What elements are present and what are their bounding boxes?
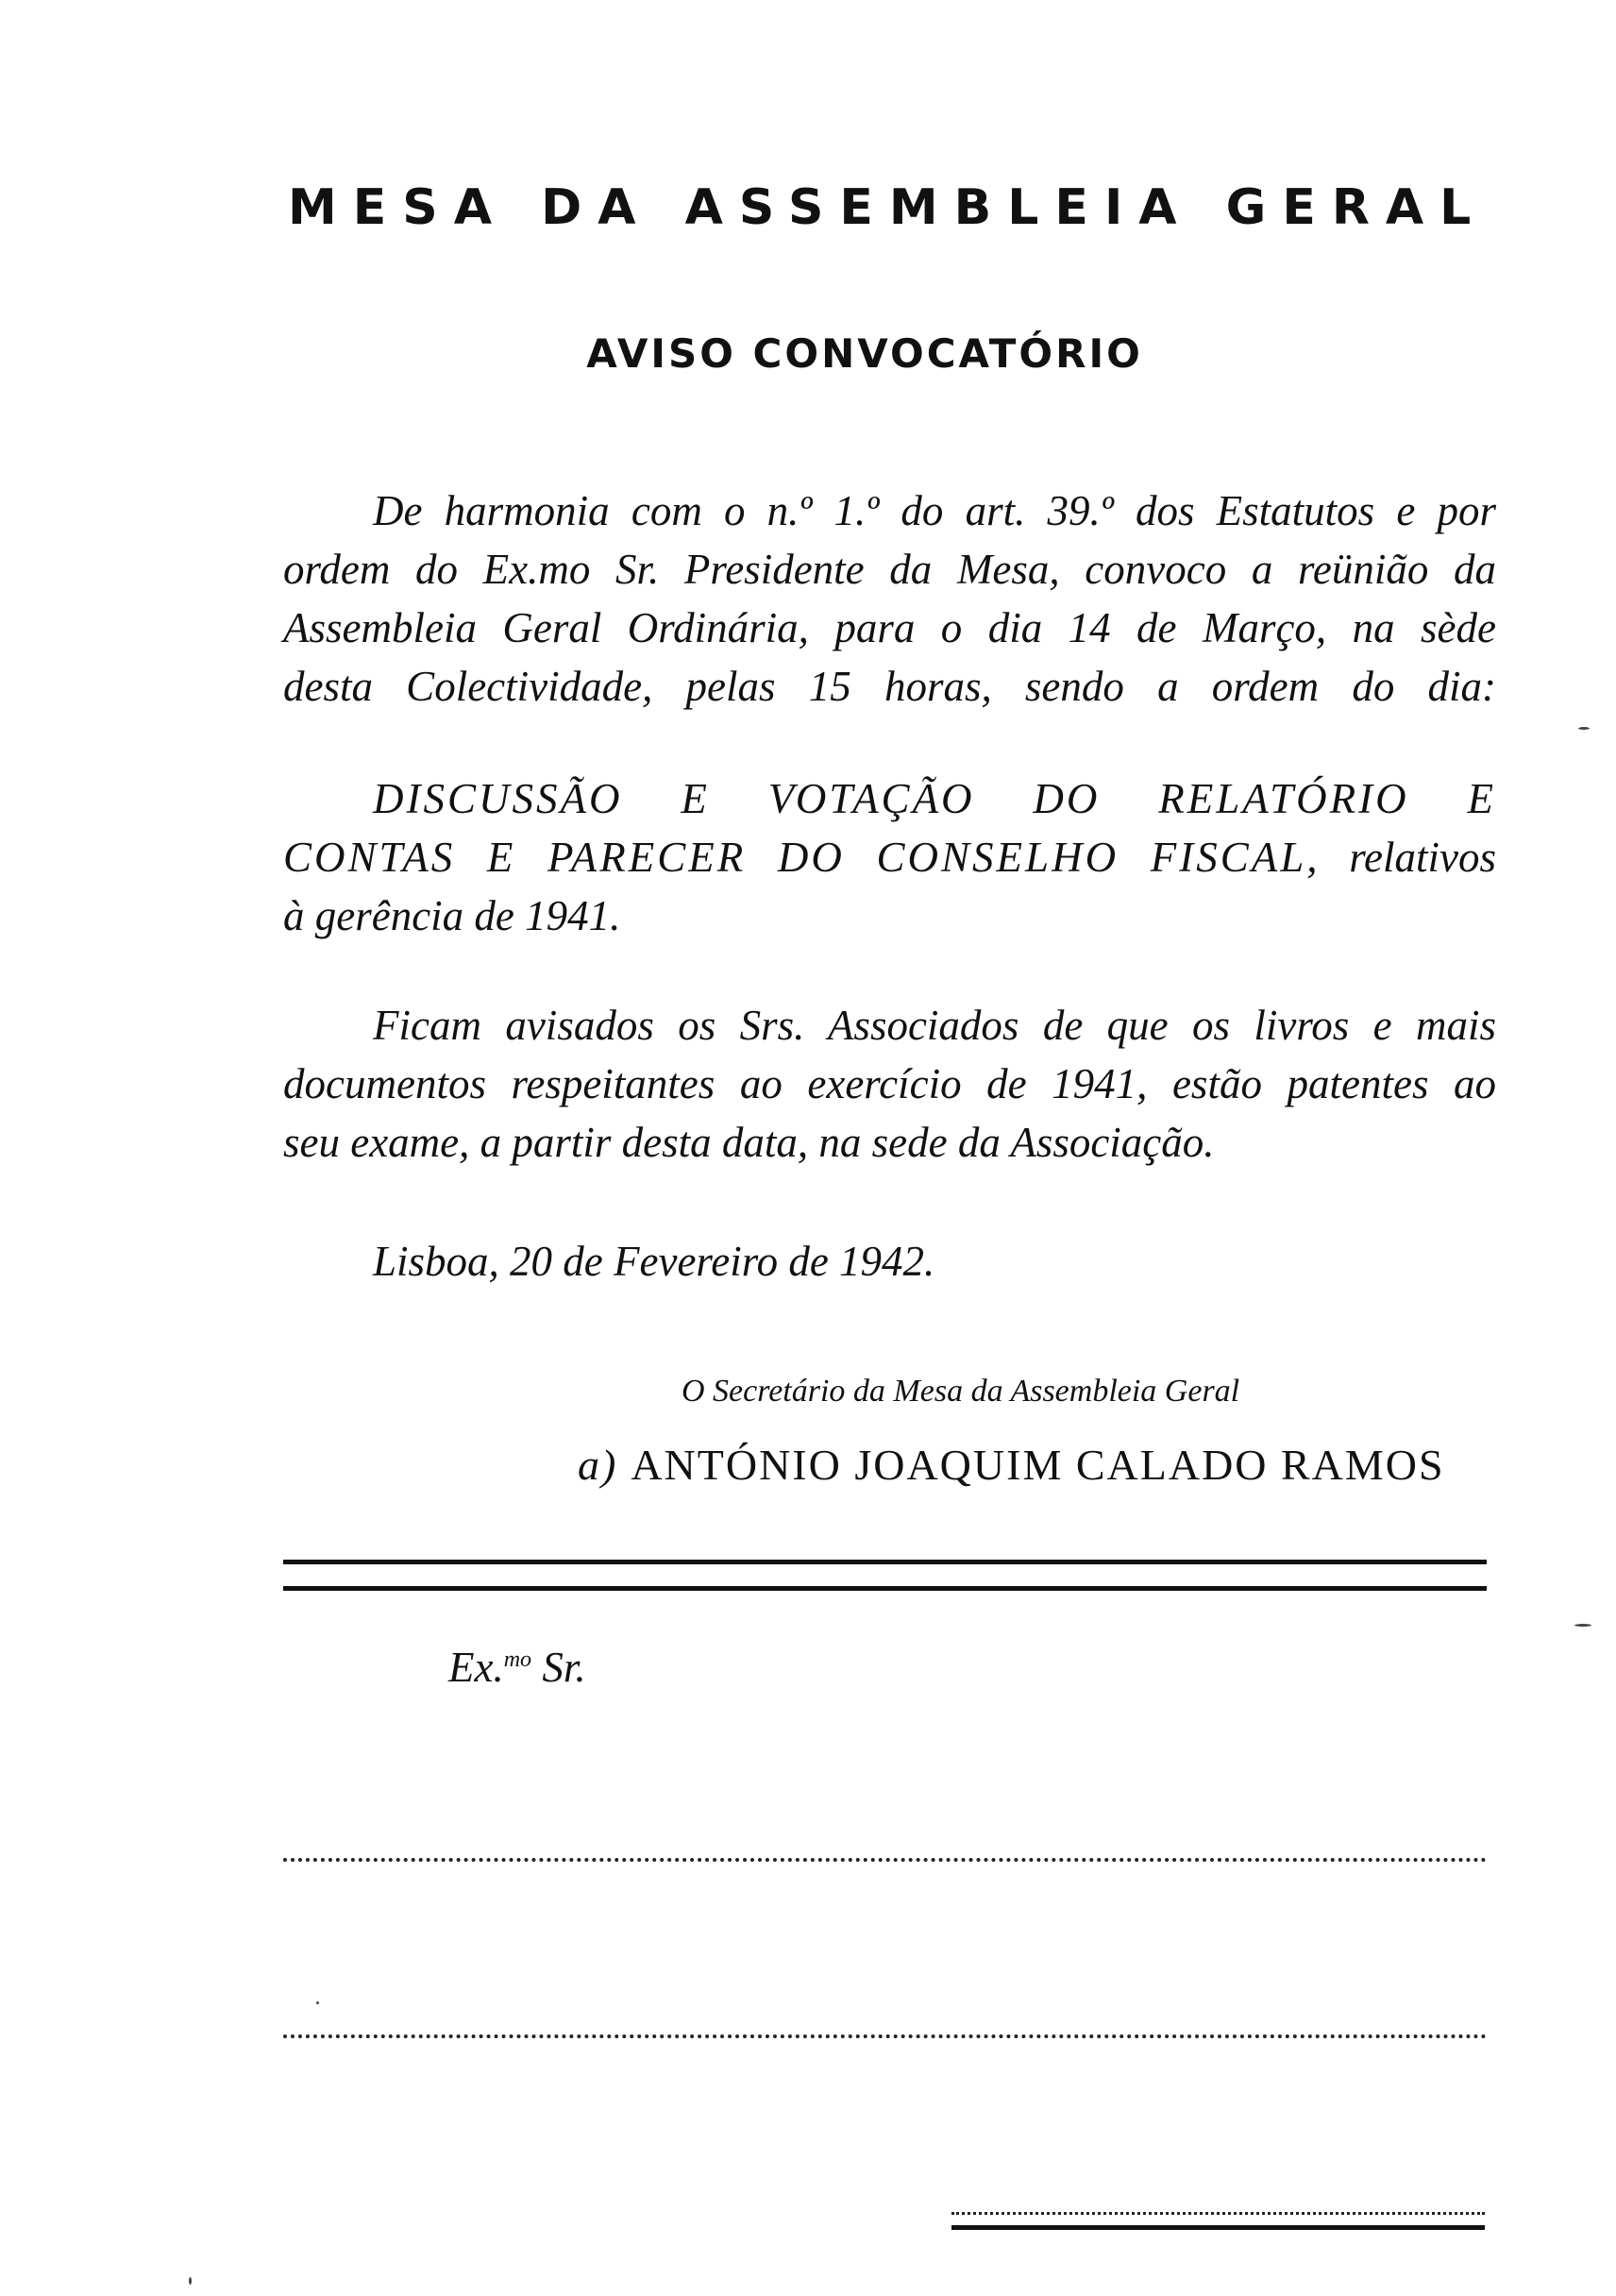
addressee-label-superscript: mo (503, 1647, 532, 1672)
notice-line: Ficam avisados os Srs. Associados de que os livros e mais (373, 1002, 1496, 1049)
place-and-date: Lisboa, 20 de Fevereiro de 1942. (373, 1238, 935, 1285)
scan-speck (1574, 1624, 1591, 1627)
secretary-role: O Secretário da Mesa da Assembleia Geral (682, 1374, 1240, 1409)
addressee-label (448, 1643, 586, 1692)
document-subtitle: AVISO CONVOCATÓRIO (586, 330, 1143, 377)
agenda-line: CONTAS E PARECER DO CONSELHO FISCAL, (283, 834, 1321, 881)
notice-line: seu exame, a partir desta data, na sede da Associação. (283, 1119, 1215, 1166)
intro-line: desta Colectividade, pelas 15 horas, sendo a ordem do dia: (283, 663, 1496, 710)
agenda-line: à gerência de 1941. (283, 892, 621, 939)
intro-paragraph (283, 481, 1496, 716)
agenda-line-with-suffix (283, 828, 1496, 886)
address-line-short[interactable] (951, 2212, 1485, 2215)
closing-rule (951, 2225, 1485, 2230)
signature-name: ANTÓNIO JOAQUIM CALADO RAMOS (631, 1441, 1445, 1489)
intro-line: ordem do Ex.mo Sr. Presidente da Mesa, convoco a reünião da (283, 546, 1496, 593)
addressee-label-end: Sr. (531, 1644, 586, 1691)
address-line[interactable] (283, 2034, 1487, 2038)
notice-line: documentos respeitantes ao exercício de 1941, estão patentes ao (283, 1060, 1496, 1107)
divider-rule (283, 1586, 1487, 1591)
scan-speck (189, 2277, 192, 2285)
intro-line: De harmonia com o n.º 1.º do art. 39.º dos Estatutos e por (373, 487, 1496, 534)
address-line[interactable] (283, 1858, 1487, 1862)
agenda-paragraph (283, 769, 1496, 945)
notice-paragraph (283, 996, 1496, 1172)
intro-line: Assembleia Geral Ordinária, para o dia 14 de Março, na sède (283, 604, 1496, 651)
signature (578, 1440, 1445, 1490)
scan-speck (316, 2001, 319, 2004)
agenda-line: DISCUSSÃO E VOTAÇÃO DO RELATÓRIO E (373, 775, 1496, 822)
agenda-suffix: relativos (1349, 834, 1496, 881)
signature-prefix: a) (578, 1441, 618, 1489)
document-title: MESA DA ASSEMBLEIA GERAL (288, 179, 1488, 236)
addressee-label-start: Ex. (448, 1644, 504, 1691)
divider-rule (283, 1560, 1487, 1564)
scan-speck (1578, 727, 1590, 730)
